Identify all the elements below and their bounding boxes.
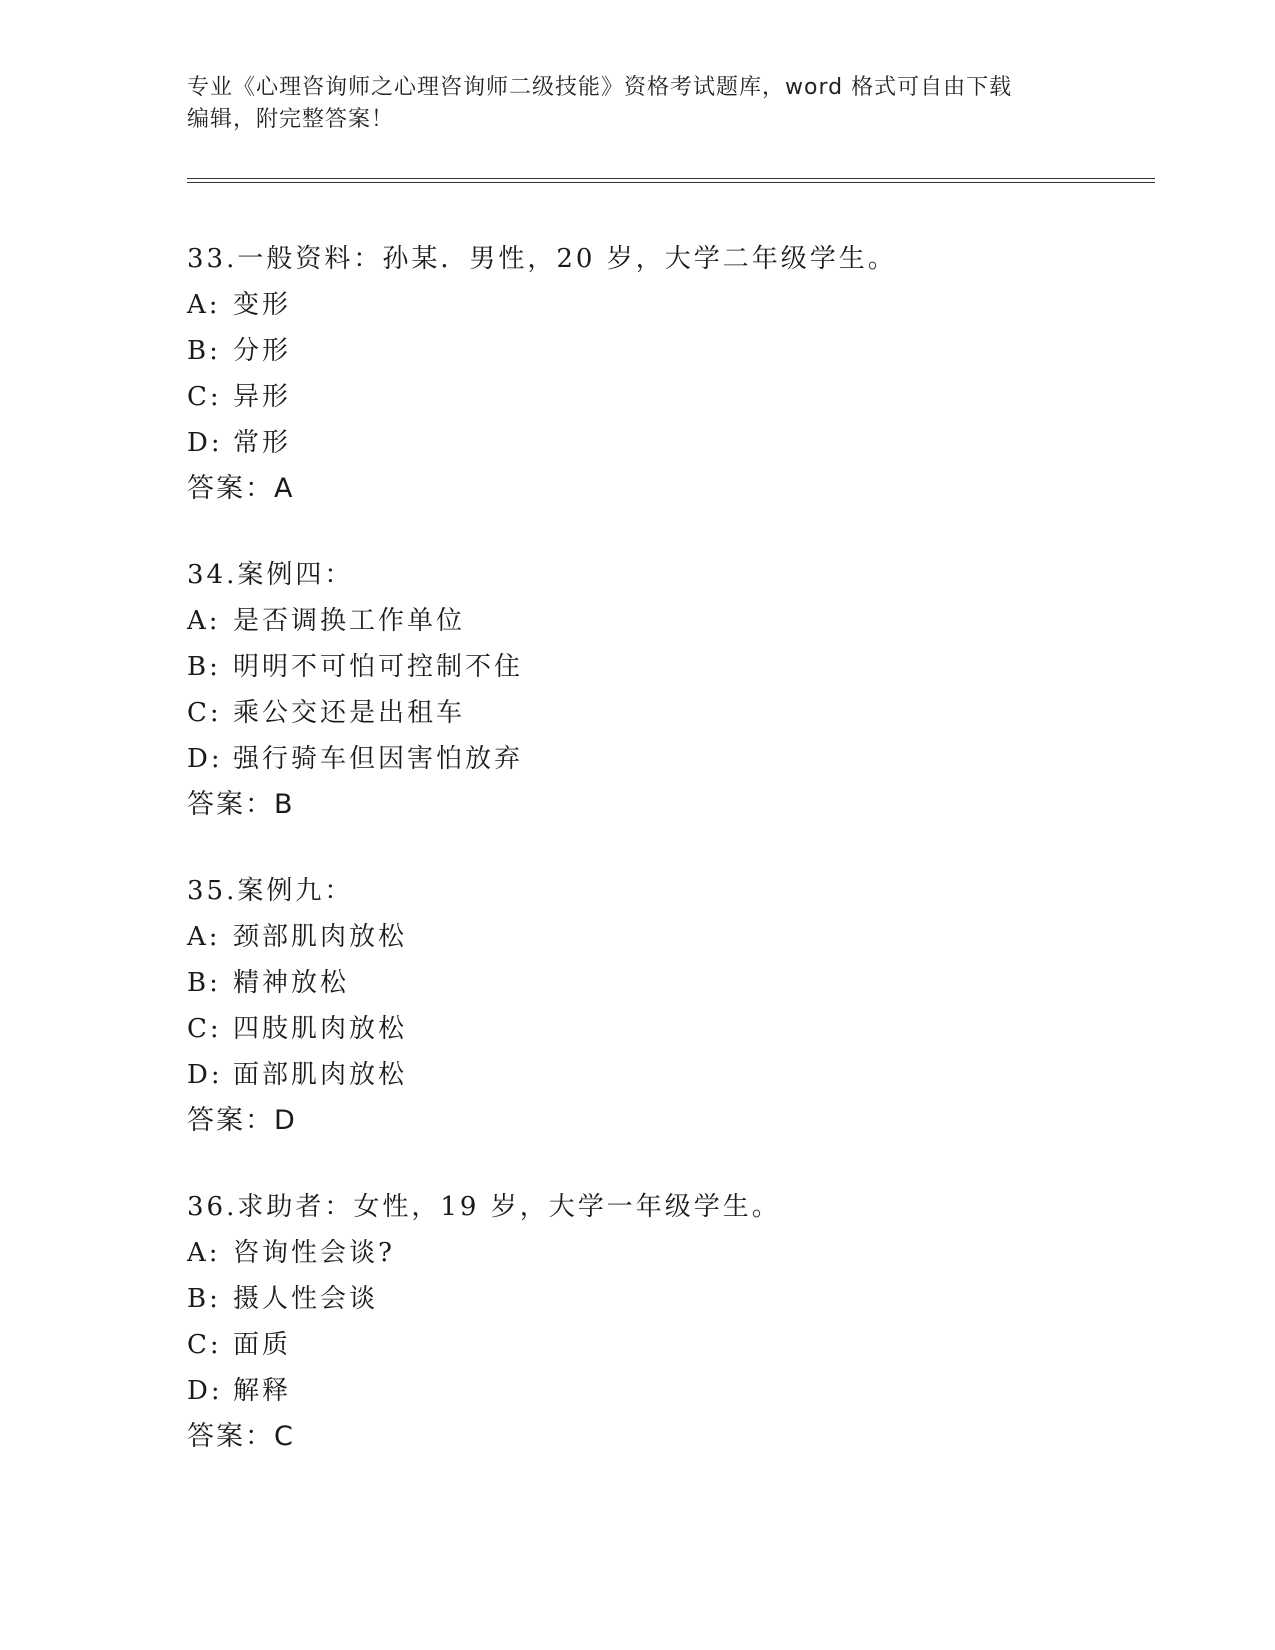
option-a [187, 914, 1087, 960]
option-text: 颈部肌肉放松 [233, 922, 408, 952]
option-text: 四肢肌肉放松 [233, 1014, 408, 1044]
question-33 [187, 236, 1087, 512]
option-a [187, 282, 1087, 328]
option-label: D: [187, 1376, 223, 1406]
option-d [187, 736, 1087, 782]
option-label: B: [187, 336, 221, 366]
option-b [187, 960, 1087, 1006]
option-label: A: [187, 290, 221, 320]
question-34 [187, 552, 1087, 828]
option-c [187, 690, 1087, 736]
option-label: D: [187, 744, 223, 774]
option-b [187, 644, 1087, 690]
answer-line: 答案：A [187, 473, 295, 504]
option-label: C: [187, 382, 222, 412]
option-text: 异形 [233, 382, 292, 412]
option-b [187, 1276, 1087, 1322]
option-c [187, 1006, 1087, 1052]
option-text: 分形 [233, 336, 292, 366]
option-text: 面部肌肉放松 [233, 1060, 408, 1090]
option-d [187, 420, 1087, 466]
option-text: 强行骑车但因害怕放弃 [233, 744, 524, 774]
header-line-1: 专业《心理咨询师之心理咨询师二级技能》资格考试题库，word 格式可自由下载 [187, 75, 1013, 100]
option-d [187, 1052, 1087, 1098]
question-stem: 34.案例四： [187, 560, 354, 590]
option-text: 是否调换工作单位 [233, 606, 466, 636]
option-label: D: [187, 428, 223, 458]
option-label: A: [187, 922, 221, 952]
header-line-2: 编辑，附完整答案！ [187, 107, 395, 132]
option-c [187, 374, 1087, 420]
option-text: 常形 [233, 428, 292, 458]
question-stem: 36.求助者：女性，19 岁，大学一年级学生。 [187, 1192, 781, 1222]
question-35 [187, 868, 1087, 1144]
question-36 [187, 1184, 1087, 1460]
option-d [187, 1368, 1087, 1414]
option-text: 精神放松 [233, 968, 350, 998]
answer-line: 答案：D [187, 1105, 297, 1136]
option-label: B: [187, 652, 221, 682]
answer-line: 答案：B [187, 789, 295, 820]
question-stem: 33.一般资料：孙某．男性，20 岁，大学二年级学生。 [187, 244, 897, 274]
question-list [187, 236, 1087, 1500]
option-text: 明明不可怕可控制不住 [233, 652, 524, 682]
option-label: C: [187, 1014, 222, 1044]
option-text: 变形 [233, 290, 292, 320]
option-label: C: [187, 698, 222, 728]
option-text: 乘公交还是出租车 [233, 698, 466, 728]
header-divider [187, 178, 1155, 179]
option-text: 解释 [233, 1376, 292, 1406]
option-a [187, 1230, 1087, 1276]
option-label: A: [187, 1238, 221, 1268]
option-text: 咨询性会谈? [233, 1238, 395, 1268]
option-label: B: [187, 968, 221, 998]
option-label: B: [187, 1284, 221, 1314]
header-divider-secondary [187, 182, 1155, 183]
answer-line: 答案：C [187, 1421, 295, 1452]
option-text: 面质 [233, 1330, 292, 1360]
document-header [187, 72, 1087, 136]
option-label: A: [187, 606, 221, 636]
option-label: D: [187, 1060, 223, 1090]
option-text: 摄人性会谈 [233, 1284, 379, 1314]
option-b [187, 328, 1087, 374]
option-c [187, 1322, 1087, 1368]
question-stem: 35.案例九： [187, 876, 354, 906]
option-label: C: [187, 1330, 222, 1360]
option-a [187, 598, 1087, 644]
